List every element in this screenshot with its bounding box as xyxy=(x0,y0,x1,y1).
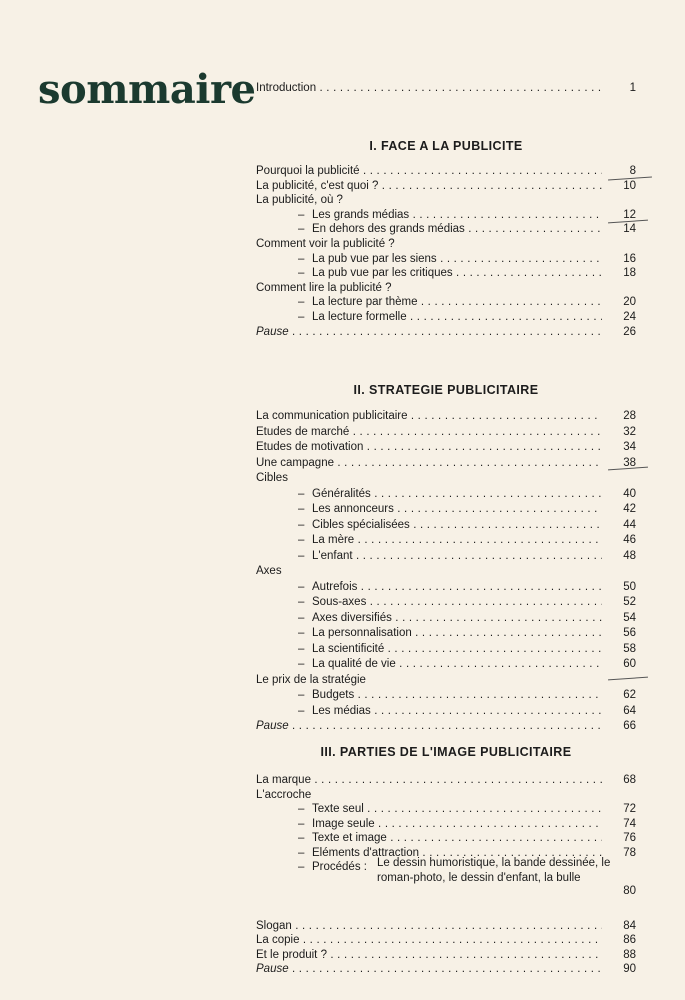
entry-label: Cibles xyxy=(256,472,288,484)
entry-label: La pub vue par les siens xyxy=(312,253,437,265)
entry-label: Pause xyxy=(256,963,289,975)
entry-page: 52 xyxy=(623,596,636,608)
toc-entry[interactable] xyxy=(256,409,636,424)
entry-page: 16 xyxy=(623,253,636,265)
entry-page: 14 xyxy=(623,223,636,235)
section-heading: II. STRATEGIE PUBLICITAIRE xyxy=(353,383,539,397)
toc-entry[interactable] xyxy=(256,252,636,267)
entry-page: 18 xyxy=(623,267,636,279)
section-heading: I. FACE A LA PUBLICITE xyxy=(369,139,523,153)
entry-page: 84 xyxy=(623,920,636,932)
entry-label: Pourquoi la publicité xyxy=(256,165,360,177)
toc-entry[interactable] xyxy=(256,919,636,934)
entry-page: 8 xyxy=(629,165,636,177)
dash-marker: – xyxy=(298,847,305,859)
entry-page: 20 xyxy=(623,296,636,308)
toc-entry[interactable] xyxy=(256,948,636,963)
entry-label: La qualité de vie xyxy=(312,658,396,670)
procedes-description: Le dessin humoristique, la bande dessinée, le roman-photo, le dessin d'enfant, la bulle xyxy=(377,857,611,884)
entry-label: La publicité, où ? xyxy=(256,194,343,206)
entry-label: La mère xyxy=(312,534,355,546)
entry-label: Axes xyxy=(256,565,282,577)
entry-label: Les annonceurs xyxy=(312,503,394,515)
dash-marker: – xyxy=(298,503,305,515)
entry-label: La copie xyxy=(256,934,300,946)
entry-label: Une campagne xyxy=(256,457,334,469)
entry-page: 26 xyxy=(623,326,636,338)
entry-page: 72 xyxy=(623,803,636,815)
toc-entry[interactable] xyxy=(256,657,636,672)
entry-page: 64 xyxy=(623,705,636,717)
toc-entry[interactable] xyxy=(256,208,636,223)
entry-page: 62 xyxy=(623,689,636,701)
toc-entry[interactable] xyxy=(256,164,636,179)
entry-label: Introduction xyxy=(256,82,317,94)
entry-page: 86 xyxy=(623,934,636,946)
dash-marker: – xyxy=(298,658,305,670)
dash-marker: – xyxy=(298,689,305,701)
entry-label: Etudes de motivation xyxy=(256,441,364,453)
entry-page: 46 xyxy=(623,534,636,546)
entry-label: La communication publicitaire xyxy=(256,410,408,422)
toc-entry[interactable] xyxy=(256,673,636,688)
toc-entry[interactable] xyxy=(256,788,636,803)
toc-entry[interactable] xyxy=(256,688,636,703)
dash-marker: – xyxy=(298,488,305,500)
entry-label: Généralités xyxy=(312,488,371,500)
entry-page: 76 xyxy=(623,832,636,844)
toc-entry[interactable] xyxy=(256,817,636,832)
toc-entry[interactable] xyxy=(256,266,636,281)
entry-page: 50 xyxy=(623,581,636,593)
dash-marker: – xyxy=(298,550,305,562)
entry-page: 34 xyxy=(623,441,636,453)
entry-label: Pause xyxy=(256,720,289,732)
entry-label: Texte et image xyxy=(312,832,387,844)
dash-marker: – xyxy=(298,296,305,308)
entry-label: La scientificité xyxy=(312,643,385,655)
dash-marker: – xyxy=(298,253,305,265)
entry-label: La personnalisation xyxy=(312,627,412,639)
toc-entry[interactable] xyxy=(256,440,636,455)
toc-entry[interactable] xyxy=(256,533,636,548)
dash-marker: – xyxy=(298,832,305,844)
entry-label: La lecture par thème xyxy=(312,296,418,308)
toc-entry-introduction[interactable] xyxy=(256,81,636,96)
dash-marker: – xyxy=(298,643,305,655)
dash-marker: – xyxy=(298,803,305,815)
entry-page: 58 xyxy=(623,643,636,655)
entry-page: 38 xyxy=(623,457,636,469)
entry-page: 28 xyxy=(623,410,636,422)
dash-marker: – xyxy=(298,705,305,717)
toc-entry[interactable] xyxy=(256,802,636,817)
toc-entry-procedes-page[interactable] xyxy=(256,884,636,899)
entry-page: 80 xyxy=(623,885,636,897)
toc-entry[interactable] xyxy=(256,704,636,719)
toc-entry[interactable] xyxy=(256,179,636,194)
entry-label: Eléments d'attraction xyxy=(312,847,420,859)
section-heading: III. PARTIES DE L'IMAGE PUBLICITAIRE xyxy=(320,745,572,759)
entry-label: Image seule xyxy=(312,818,375,830)
toc-entry[interactable] xyxy=(256,549,636,564)
dash-marker: – xyxy=(298,209,305,221)
toc-entry[interactable] xyxy=(256,564,636,579)
toc-entry[interactable] xyxy=(256,295,636,310)
entry-label: Sous-axes xyxy=(312,596,367,608)
toc-entry[interactable] xyxy=(256,222,636,237)
dash-marker: – xyxy=(298,627,305,639)
page-title: sommaire xyxy=(38,66,256,113)
toc-entry[interactable] xyxy=(256,487,636,502)
entry-label: La lecture formelle xyxy=(312,311,407,323)
toc-entry[interactable] xyxy=(256,626,636,641)
entry-label: Axes diversifiés xyxy=(312,612,392,624)
toc-entry[interactable] xyxy=(256,456,636,471)
entry-label: Comment voir la publicité ? xyxy=(256,238,395,250)
entry-label: En dehors des grands médias xyxy=(312,223,465,235)
entry-page: 44 xyxy=(623,519,636,531)
entry-label: Pause xyxy=(256,326,289,338)
toc-entry[interactable] xyxy=(256,642,636,657)
entry-label: L'accroche xyxy=(256,789,312,801)
toc-entry[interactable] xyxy=(256,719,636,734)
entry-label: Les médias xyxy=(312,705,371,717)
entry-label: Budgets xyxy=(312,689,355,701)
entry-label: Procédés : xyxy=(312,861,367,873)
entry-page: 42 xyxy=(623,503,636,515)
entry-label: Cibles spécialisées xyxy=(312,519,410,531)
entry-page: 78 xyxy=(623,847,636,859)
entry-label: Comment lire la publicité ? xyxy=(256,282,392,294)
entry-label: Etudes de marché xyxy=(256,426,350,438)
entry-page: 1 xyxy=(629,82,636,94)
entry-page: 10 xyxy=(623,180,636,192)
entry-page: 66 xyxy=(623,720,636,732)
entry-page: 48 xyxy=(623,550,636,562)
entry-label: Les grands médias xyxy=(312,209,410,221)
toc-entry[interactable] xyxy=(256,325,636,340)
entry-page: 54 xyxy=(623,612,636,624)
toc-entry[interactable] xyxy=(256,773,636,788)
entry-label: L'enfant xyxy=(312,550,353,562)
entry-page: 74 xyxy=(623,818,636,830)
toc-entry[interactable] xyxy=(256,962,636,977)
dash-marker: – xyxy=(298,596,305,608)
dash-marker: – xyxy=(298,612,305,624)
entry-page: 90 xyxy=(623,963,636,975)
toc-entry[interactable] xyxy=(256,310,636,325)
toc-entry[interactable] xyxy=(256,193,636,208)
entry-label: La marque xyxy=(256,774,311,786)
entry-label: Autrefois xyxy=(312,581,358,593)
toc-entry[interactable] xyxy=(256,933,636,948)
toc-entry[interactable] xyxy=(256,595,636,610)
entry-page: 40 xyxy=(623,488,636,500)
dash-marker: – xyxy=(298,818,305,830)
entry-page: 56 xyxy=(623,627,636,639)
entry-page: 88 xyxy=(623,949,636,961)
toc-entry[interactable] xyxy=(256,502,636,517)
toc-entry[interactable] xyxy=(256,425,636,440)
entry-page: 12 xyxy=(623,209,636,221)
entry-label: La publicité, c'est quoi ? xyxy=(256,180,379,192)
dash-marker: – xyxy=(298,581,305,593)
entry-page: 68 xyxy=(623,774,636,786)
entry-label: Texte seul xyxy=(312,803,364,815)
entry-label: Le prix de la stratégie xyxy=(256,674,366,686)
dash-marker: – xyxy=(298,223,305,235)
toc-entry[interactable] xyxy=(256,518,636,533)
dash-marker: – xyxy=(298,267,305,279)
toc-entry[interactable] xyxy=(256,471,636,486)
entry-label: La pub vue par les critiques xyxy=(312,267,453,279)
dash-marker: – xyxy=(298,519,305,531)
entry-label: Et le produit ? xyxy=(256,949,327,961)
entry-page: 32 xyxy=(623,426,636,438)
dash-marker: – xyxy=(298,534,305,546)
toc-entry[interactable] xyxy=(256,281,636,296)
entry-label: Slogan xyxy=(256,920,292,932)
toc-entry[interactable] xyxy=(256,237,636,252)
dash-marker: – xyxy=(298,861,305,873)
toc-entry[interactable] xyxy=(256,611,636,626)
toc-entry[interactable] xyxy=(256,580,636,595)
entry-page: 60 xyxy=(623,658,636,670)
dash-marker: – xyxy=(298,311,305,323)
toc-entry[interactable] xyxy=(256,831,636,846)
entry-page: 24 xyxy=(623,311,636,323)
